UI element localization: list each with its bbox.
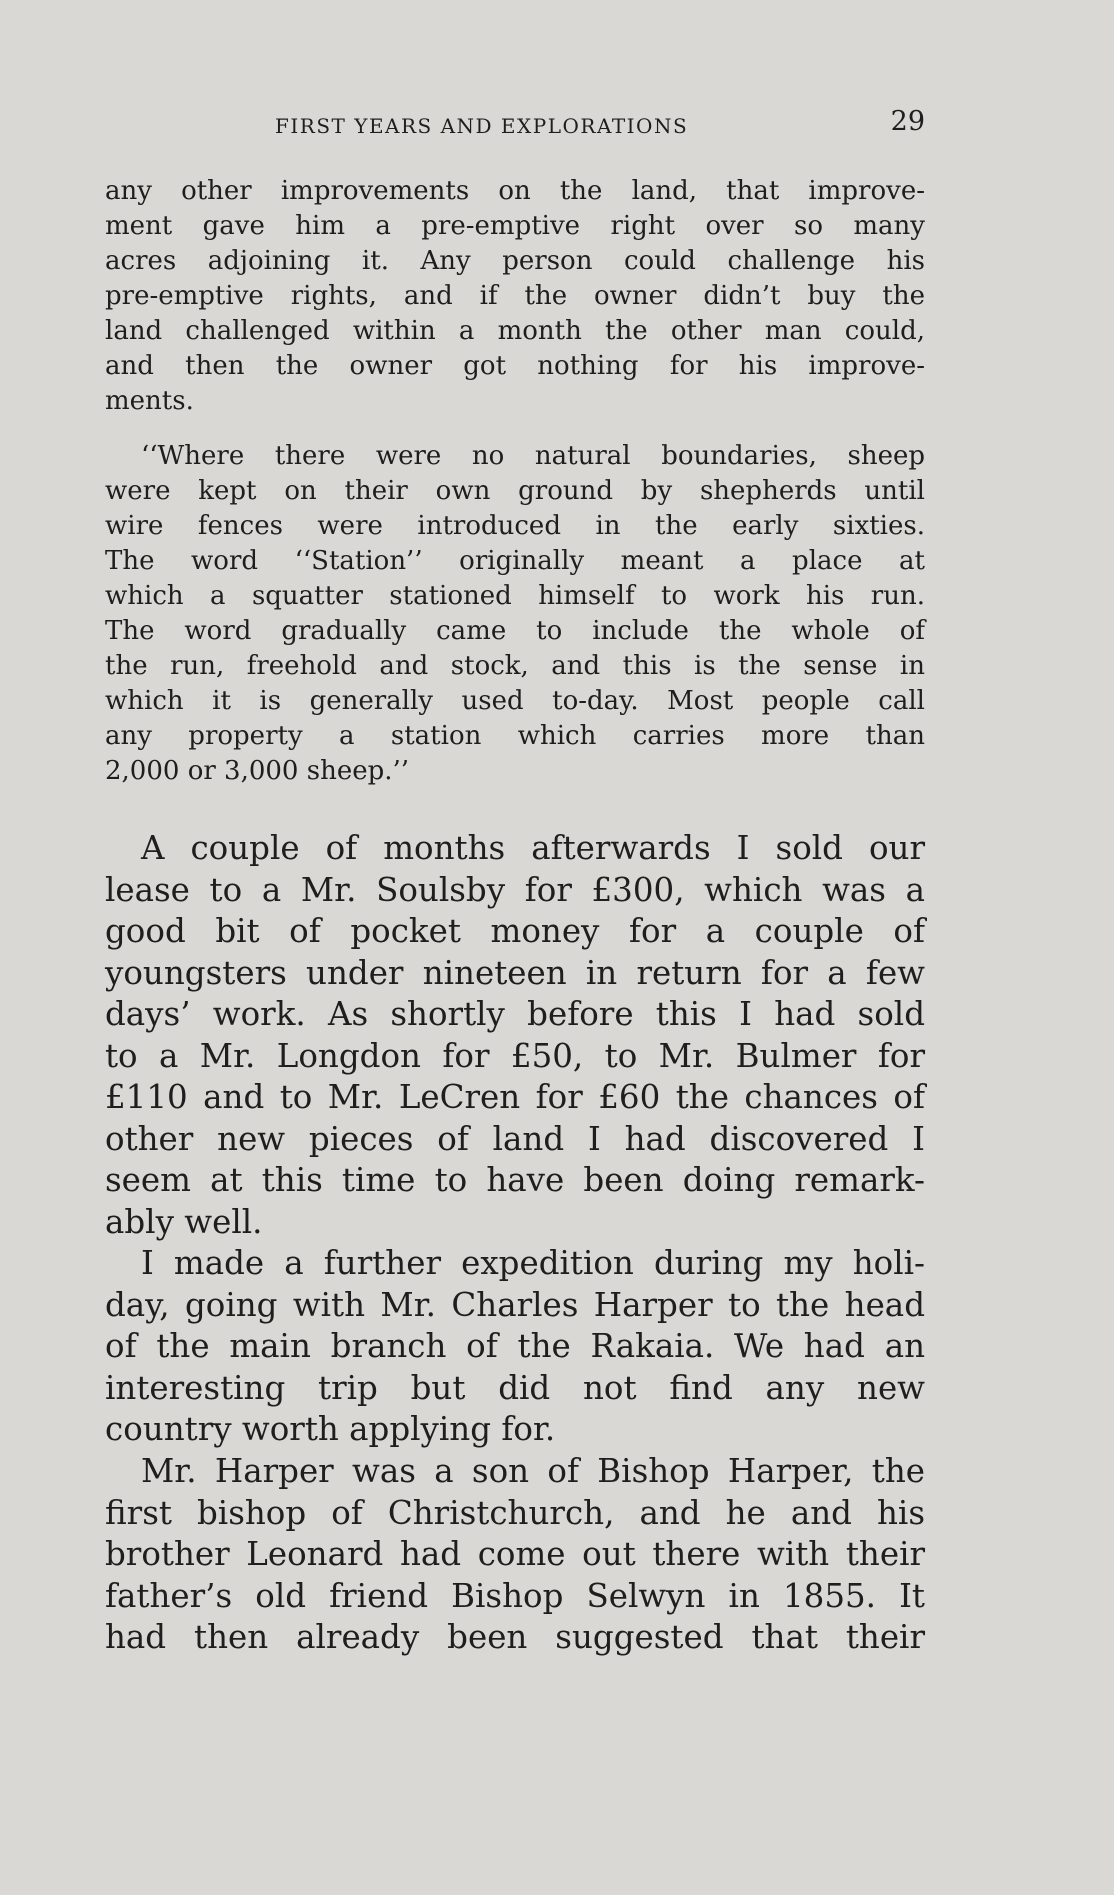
text-line: which a squatter stationed himself to work his run. xyxy=(105,581,925,611)
text-line: wire fences were introduced in the early sixties. xyxy=(105,511,925,541)
text-line: other new pieces of land I had discovered I xyxy=(105,1119,925,1158)
quoted-paragraph-2 xyxy=(105,439,925,789)
quoted-paragraph-1 xyxy=(105,174,925,419)
text-line: I made a further expedition during my holi- xyxy=(141,1244,925,1282)
text-line: ‘‘Where there were no natural boundaries, sheep xyxy=(141,441,925,471)
text-line: which it is generally used to-day. Most people call xyxy=(105,686,925,716)
text-line: any other improvements on the land, that improve- xyxy=(105,176,925,206)
text-line: country worth applying for. xyxy=(105,1410,556,1448)
text-line: ment gave him a pre-emptive right over so many xyxy=(105,211,925,241)
text-line: £110 and to Mr. LeCren for £60 the chances of xyxy=(105,1078,925,1116)
running-head xyxy=(105,106,925,140)
text-line: good bit of pocket money for a couple of xyxy=(105,912,925,950)
text-line: father’s old friend Bishop Selwyn in 1855. It xyxy=(105,1576,925,1615)
text-line: lease to a Mr. Soulsby for £300, which was a xyxy=(105,870,925,909)
text-line: the run, freehold and stock, and this is the sense in xyxy=(105,651,925,681)
text-line: brother Leonard had come out there with their xyxy=(105,1535,925,1573)
body-paragraph-2 xyxy=(105,1243,925,1451)
text-line: days’ work. As shortly before this I had sold xyxy=(105,995,925,1033)
text-line: ably well. xyxy=(105,1202,263,1241)
text-line: pre-emptive rights, and if the owner didn’t buy the xyxy=(105,281,925,311)
text-line: any property a station which carries more than xyxy=(105,721,925,751)
text-line: first bishop of Christchurch, and he and his xyxy=(105,1493,925,1532)
text-line: 2,000 or 3,000 sheep.’’ xyxy=(105,756,410,786)
text-line: Mr. Harper was a son of Bishop Harper, the xyxy=(141,1452,925,1490)
page-number: 29 xyxy=(890,106,925,137)
body-paragraph-3 xyxy=(105,1451,925,1659)
text-line: land challenged within a month the other man could, xyxy=(105,316,925,346)
text-line: had then already been suggested that their xyxy=(105,1618,925,1656)
text-line: A couple of months afterwards I sold our xyxy=(141,829,925,867)
text-line: youngsters under nineteen in return for a few xyxy=(105,953,925,992)
text-line: The word ‘‘Station’’ originally meant a place at xyxy=(105,546,925,576)
text-line: seem at this time to have been doing remark- xyxy=(105,1161,925,1199)
text-line: acres adjoining it. Any person could challenge his xyxy=(105,246,925,276)
text-line: were kept on their own ground by shepherds until xyxy=(105,476,925,506)
text-line: to a Mr. Longdon for £50, to Mr. Bulmer for xyxy=(105,1036,925,1075)
text-line: The word gradually came to include the whole of xyxy=(105,616,925,646)
text-line: day, going with Mr. Charles Harper to the head xyxy=(105,1285,925,1324)
text-line: interesting trip but did not find any new xyxy=(105,1368,925,1407)
text-line: of the main branch of the Rakaia. We had an xyxy=(105,1327,925,1365)
body-paragraph-1 xyxy=(105,828,925,1243)
text-line: ments. xyxy=(105,386,194,416)
text-line: and then the owner got nothing for his improve- xyxy=(105,351,925,381)
running-title: FIRST YEARS AND EXPLORATIONS xyxy=(275,114,689,138)
